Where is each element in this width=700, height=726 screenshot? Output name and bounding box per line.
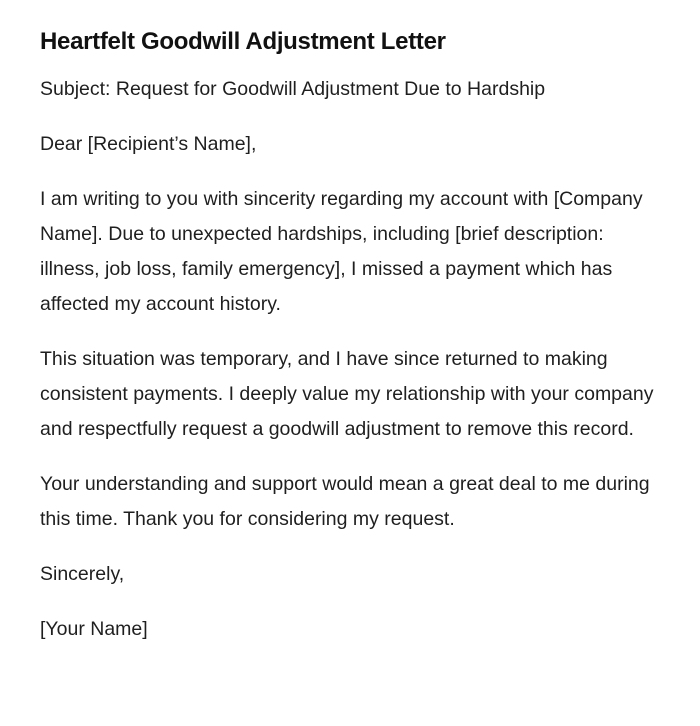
subject-line: Subject: Request for Goodwill Adjustment Due to Hardship xyxy=(40,78,546,100)
salutation: Dear [Recipient’s Name], xyxy=(40,133,257,155)
closing: Sincerely, xyxy=(40,563,125,585)
body-paragraph-3: Your understanding and support would mean a great deal to me during this time. Thank you for considering my request. xyxy=(40,473,650,530)
body-paragraph-2: This situation was temporary, and I have since returned to making consistent payments. I deeply value my relationship with your company and respectfully request a goodwill adjustment to remove this record. xyxy=(40,348,654,440)
page-title: Heartfelt Goodwill Adjustment Letter xyxy=(40,28,446,55)
body-paragraph-1: I am writing to you with sincerity regarding my account with [Company Name]. Due to unexpected hardships, including [brief description: illness, job loss, family emergency], I missed a payment which has affected my account history. xyxy=(40,188,643,315)
signature: [Your Name] xyxy=(40,618,148,640)
